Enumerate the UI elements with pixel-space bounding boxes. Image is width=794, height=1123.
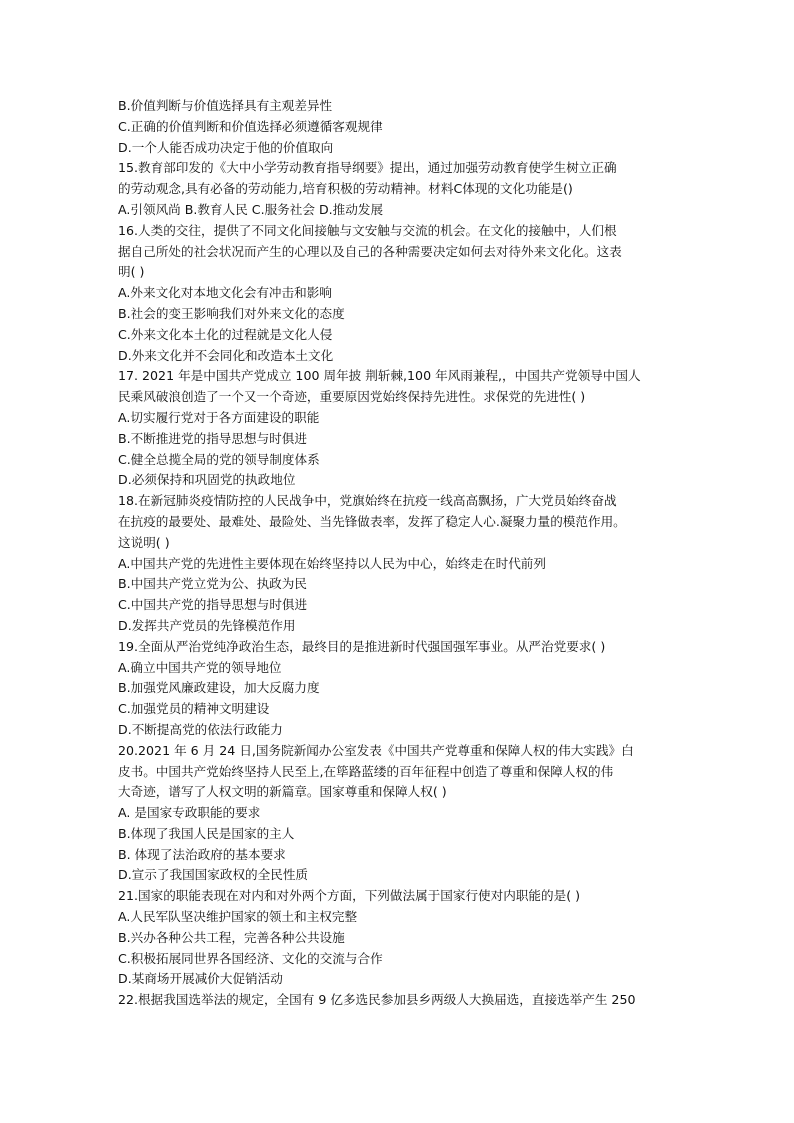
- text-line: D.宣示了我国国家政权的全民性质: [118, 867, 309, 883]
- text-line: C.加强党员的精神文明建设: [118, 701, 270, 717]
- text-line: A.切实履行党对于各方面建设的职能: [118, 409, 320, 425]
- text-line: 民乘风破浪创造了一个又一个奇迹，重要原因党始终保持先进性。求保党的先进性( ): [118, 389, 586, 405]
- question-17-line: 17. 2021 年是中国共产党成立 100 周年披 荆斩棘,100 年风雨兼程,，中国共产党领导中国人: [118, 368, 641, 384]
- question-16-line: 16.人类的交往，提供了不同文化间接触与文安触与交流的机会。在文化的接触中，人们根: [118, 222, 617, 238]
- question-19-line: 19.全面从严治党纯净政治生态，最终目的是推进新时代强国强军事业。从严治党要求( ): [118, 638, 606, 654]
- question-22-line: 22.根据我国选举法的规定，全国有 9 亿多选民参加县乡两级人大换届选，直接选举产生 250: [118, 992, 636, 1008]
- text-line: 这说明( ): [118, 534, 170, 550]
- text-line: 大奇迹，谱写了人权文明的新篇章。国家尊重和保障人权( ): [118, 784, 447, 800]
- document-page: [118, 96, 680, 1011]
- text-line: D.一个人能否成功决定于他的价值取向: [118, 139, 334, 155]
- text-line: A.确立中国共产党的领导地位: [118, 659, 282, 675]
- text-line: B.体现了我国人民是国家的主人: [118, 825, 295, 841]
- text-line: A.人民军队坚决维护国家的领土和主权完整: [118, 909, 358, 925]
- text-line: 的劳动观念,具有必备的劳动能力,培育积极的劳动精神。材料C体现的文化功能是(): [118, 181, 573, 197]
- text-line: A. 是国家专政职能的要求: [118, 805, 261, 821]
- text-line: B.兴办各种公共工程，完善各种公共设施: [118, 929, 345, 945]
- text-line: D.不断提高党的依法行政能力: [118, 721, 283, 737]
- text-line: 据自己所处的社会状况而产生的心理以及自己的各种需要决定如何去对待外来文化化。这表: [118, 243, 622, 259]
- text-line: A.中国共产党的先进性主要体现在始终坚持以人民为中心，始终走在时代前列: [118, 555, 546, 571]
- text-line: C.健全总揽全局的党的领导制度体系: [118, 451, 320, 467]
- text-line: D.必须保持和巩固党的执政地位: [118, 472, 296, 488]
- text-line: 皮书。中国共产党始终坚持人民至上,在筚路蓝缕的百年征程中创造了尊重和保障人权的伟: [118, 763, 614, 779]
- text-line: D.发挥共产党员的先锋模范作用: [118, 617, 296, 633]
- text-line: 明( ): [118, 264, 145, 280]
- text-line: D.某商场开展减价大促销活动: [118, 971, 283, 987]
- text-line: A.引领风尚 B.教育人民 C.服务社会 D.推动发展: [118, 201, 384, 217]
- question-20-line: 20.2021 年 6 月 24 日,国务院新闻办公室发表《中国共产党尊重和保障人权的伟大实践》白: [118, 742, 634, 758]
- text-line: B.不断推进党的指导思想与时俱进: [118, 430, 307, 446]
- text-line: A.外来文化对本地文化会有冲击和影响: [118, 285, 332, 301]
- text-line: 在抗疫的最要处、最难处、最险处、当先锋做表率，发挥了稳定人心.凝聚力量的模范作用。: [118, 513, 626, 529]
- text-line: C.积极拓展同世界各国经济、文化的交流与合作: [118, 950, 383, 966]
- text-line: B.加强党风廉政建设，加大反腐力度: [118, 680, 320, 696]
- text-line: B.中国共产党立党为公、执政为民: [118, 576, 307, 592]
- text-line: D.外来文化并不会同化和改造本土文化: [118, 347, 334, 363]
- text-line: C.中国共产党的指导思想与时俱进: [118, 597, 308, 613]
- text-line: B. 体现了法治政府的基本要求: [118, 846, 286, 862]
- text-line: C.正确的价值判断和价值选择必须遵循客观规律: [118, 118, 383, 134]
- question-21-line: 21.国家的职能表现在对内和对外两个方面，下列做法属于国家行使对内职能的是( ): [118, 888, 581, 904]
- question-15-line: 15.教育部印发的《大中小学劳动教育指导纲要》提出，通过加强劳动教育使学生树立正确: [118, 160, 617, 176]
- text-line: C.外来文化本土化的过程就是文化人侵: [118, 326, 333, 342]
- text-line: B.价值判断与价值选择具有主观差异性: [118, 98, 333, 113]
- text-line: B.社会的变王影响我们对外来文化的态度: [118, 305, 345, 321]
- question-18-line: 18.在新冠肺炎疫情防控的人民战争中，党旗始终在抗疫一线高高飘扬，广大党员始终奋战: [118, 493, 617, 509]
